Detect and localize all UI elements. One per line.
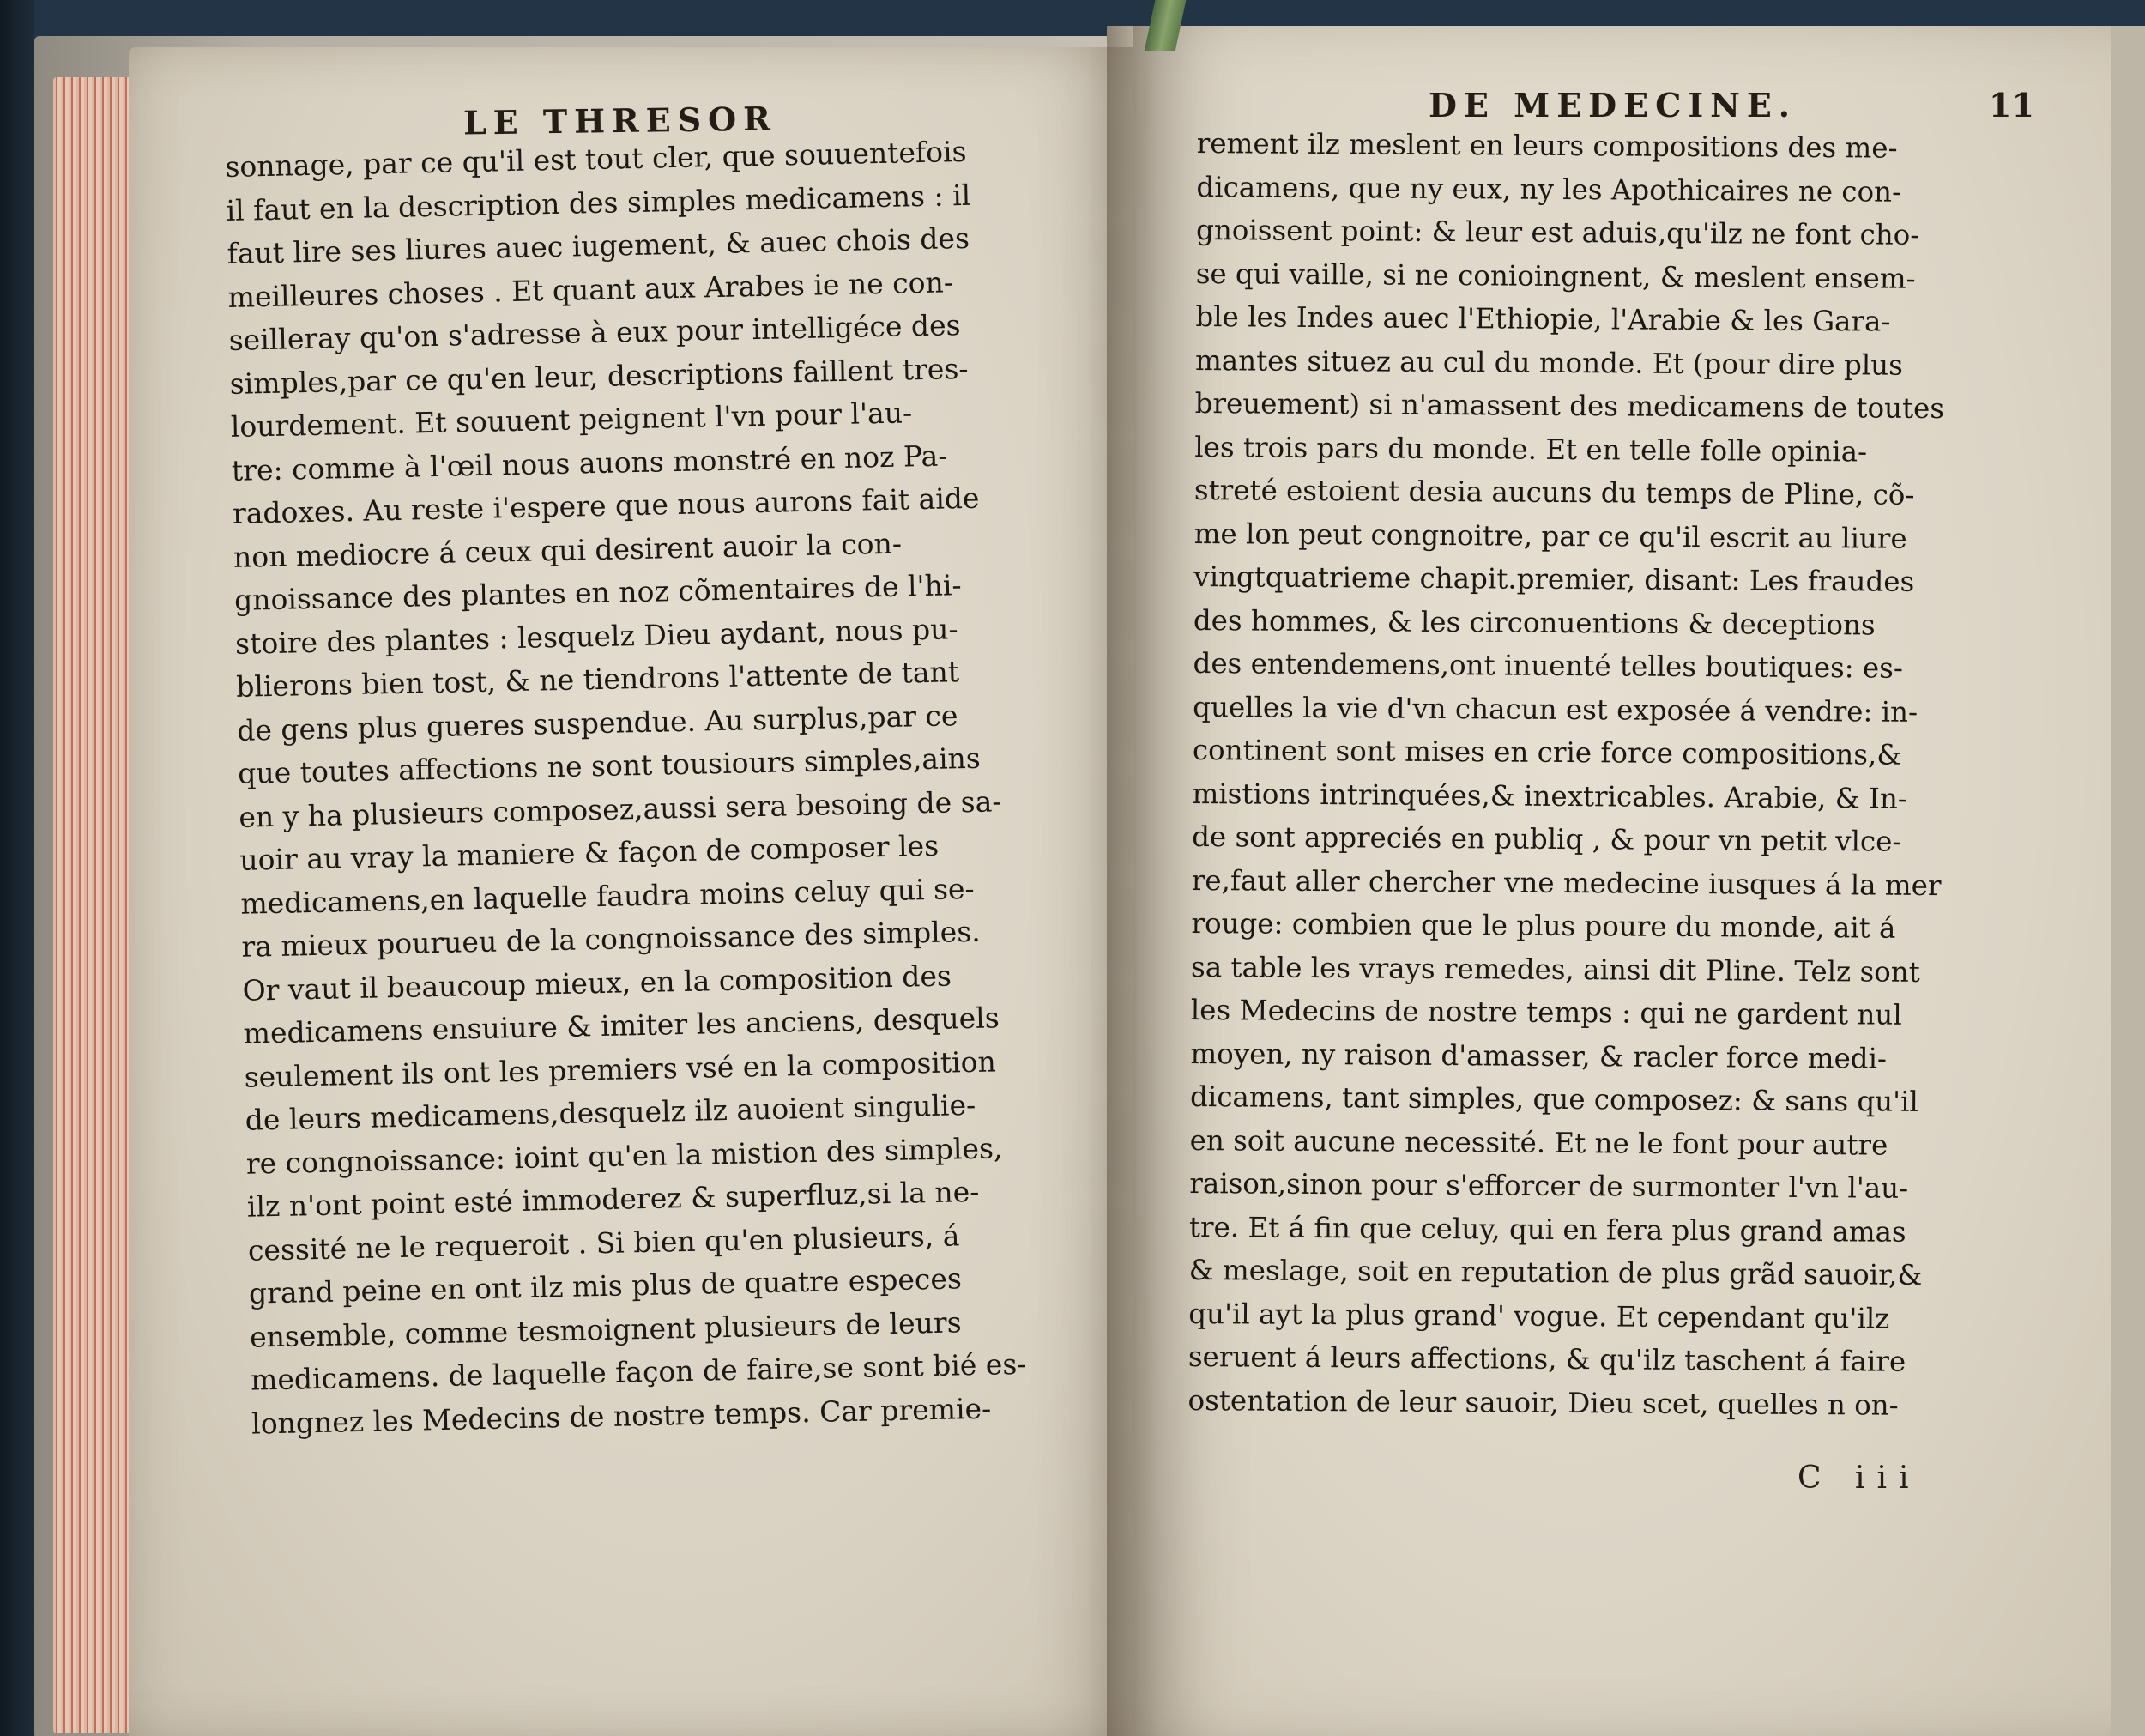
- left-page-text: [225, 130, 1028, 1446]
- text-line: grand peine en ont ilz mis plus de quatre especes: [248, 1261, 963, 1310]
- text-line: raison,sinon pour s'efforcer de surmonter l'vn l'au-: [1189, 1166, 1909, 1205]
- text-line: ra mieux pourueu de la congnoissance des simples.: [241, 914, 982, 964]
- text-line: stoire des plantes : lesquelz Dieu aydant, nous pu-: [234, 611, 958, 661]
- text-line: quelles la vie d'vn chacun est exposée á vendre: in-: [1193, 690, 1918, 729]
- text-line: gnoissent point: & leur est aduis,qu'ilz ne font cho-: [1195, 213, 1920, 251]
- text-line: faut lire ses liures auec iugement, & auec chois des: [227, 221, 970, 270]
- text-line: re congnoissance: ioint qu'en la mistion des simples,: [245, 1130, 1003, 1181]
- text-line: sonnage, par ce qu'il est tout cler, que souuentefois: [225, 134, 967, 184]
- text-line: me lon peut congnoitre, par ce qu'il escrit au liure: [1193, 517, 1907, 555]
- signature-mark: C iii: [1798, 1461, 1921, 1496]
- text-line: tre: comme à l'œil nous auons monstré en noz Pa-: [231, 438, 948, 487]
- text-line: & meslage, soit en reputation de plus grãd sauoir,&: [1188, 1253, 1923, 1291]
- text-line: dicamens, que ny eux, ny les Apothicaires ne con-: [1196, 170, 1902, 209]
- text-line: il faut en la description des simples medicamens : il: [226, 178, 971, 227]
- text-line: gnoissance des plantes en noz cõmentaires de l'hi-: [233, 568, 962, 617]
- text-line: de leurs medicamens,desquelz ilz auoient singulie-: [245, 1087, 976, 1137]
- text-line: streté estoient desia aucuns du temps de Pline, cõ-: [1193, 473, 1915, 511]
- text-line: que toutes affections ne sont tousiours simples,ains: [237, 741, 982, 790]
- text-line: mistions intrinquées,& inextricables. Arabie, & In-: [1192, 777, 1907, 815]
- page-stack-edges: [53, 77, 139, 1733]
- text-line: uoir au vray la maniere & façon de composer les: [239, 828, 940, 877]
- text-line: re,faut aller chercher vne medecine iusques á la mer: [1191, 863, 1942, 902]
- text-line: de sont appreciés en publiq , & pour vn petit vlce-: [1192, 820, 1902, 858]
- book-gutter: [1107, 26, 1158, 1736]
- text-line: ilz n'ont point esté immoderez & superfluz,si la ne-: [246, 1174, 980, 1224]
- text-line: tre. Et á fin que celuy, qui en fera plus grand amas: [1188, 1210, 1906, 1249]
- text-line: sa table les vrays remedes, ainsi dit Pline. Telz sont: [1190, 950, 1920, 989]
- text-line: longnez les Medecins de nostre temps. Car premie-: [251, 1391, 992, 1441]
- text-line: seilleray qu'on s'adresse à eux pour intelligéce des: [228, 308, 961, 357]
- page-number: 11: [1989, 86, 2034, 124]
- text-line: blierons bien tost, & ne tiendrons l'attente de tant: [235, 655, 960, 704]
- text-line: Or vaut il beaucoup mieux, en la composition des: [242, 958, 952, 1007]
- right-running-head: DE MEDECINE.: [1429, 86, 1798, 124]
- text-line: continent sont mises en crie force compositions,&: [1192, 733, 1902, 771]
- text-line: rement ilz meslent en leurs compositions des me-: [1196, 126, 1898, 165]
- text-line: les Medecins de nostre temps : qui ne gardent nul: [1190, 993, 1902, 1031]
- text-line: des hommes, & les circonuentions & deceptions: [1193, 603, 1876, 642]
- text-line: lourdement. Et souuent peignent l'vn pour l'au-: [230, 396, 913, 444]
- text-line: moyen, ny raison d'amasser, & racler force medi-: [1190, 1037, 1888, 1075]
- text-line: non mediocre á ceux qui desirent auoir la con-: [233, 526, 903, 574]
- text-line: medicamens ensuiure & imiter les anciens, desquels: [243, 1001, 1000, 1050]
- text-line: ostentation de leur sauoir, Dieu scet, quelles n on-: [1187, 1383, 1899, 1422]
- text-line: radoxes. Au reste i'espere que nous aurons fait aide: [232, 481, 980, 530]
- text-line: simples,par ce qu'en leur, descriptions faillent tres-: [229, 351, 969, 401]
- text-line: qu'il ayt la plus grand' vogue. Et cependant qu'ilz: [1188, 1297, 1890, 1335]
- text-line: cessité ne le requeroit . Si bien qu'en plusieurs, á: [247, 1218, 960, 1267]
- text-line: medicamens,en laquelle faudra moins celuy qui se-: [240, 871, 975, 921]
- text-line: en y ha plusieurs composez,aussi sera besoing de sa-: [238, 783, 1002, 834]
- text-line: se qui vaille, si ne conioingnent, & meslent ensem-: [1195, 257, 1916, 295]
- text-line: ensemble, comme tesmoignent plusieurs de leurs: [249, 1304, 962, 1354]
- text-line: seulement ils ont les premiers vsé en la composition: [244, 1043, 997, 1094]
- right-page-text: [1187, 122, 1946, 1427]
- text-line: breuement) si n'amassent des medicamens de toutes: [1194, 386, 1945, 426]
- text-line: meilleures choses . Et quant aux Arabes ie ne con-: [227, 264, 954, 314]
- text-line: dicamens, tant simples, que composez: & sans qu'il: [1189, 1080, 1918, 1118]
- text-line: des entendemens,ont inuenté telles boutiques: es-: [1193, 646, 1904, 685]
- text-line: rouge: combien que le plus poure du monde, ait á: [1191, 906, 1896, 945]
- backdrop-edge: [0, 0, 34, 1736]
- text-line: en soit aucune necessité. Et ne le font pour autre: [1189, 1123, 1888, 1162]
- text-line: medicamens. de laquelle façon de faire,se sont bié es-: [250, 1346, 1027, 1397]
- text-line: vingtquatrieme chapit.premier, disant: Les fraudes: [1193, 560, 1915, 598]
- text-line: seruent á leurs affections, & qu'ilz taschent á faire: [1187, 1340, 1906, 1378]
- text-line: les trois pars du monde. Et en telle folle opinia-: [1194, 430, 1868, 468]
- text-line: de gens plus gueres suspendue. Au surplus,par ce: [236, 698, 958, 747]
- text-line: mantes situez au cul du monde. Et (pour dire plus: [1194, 343, 1904, 382]
- text-line: ble les Indes auec l'Ethiopie, l'Arabie & les Gara-: [1195, 299, 1891, 338]
- left-running-head: LE THRESOR: [462, 99, 778, 142]
